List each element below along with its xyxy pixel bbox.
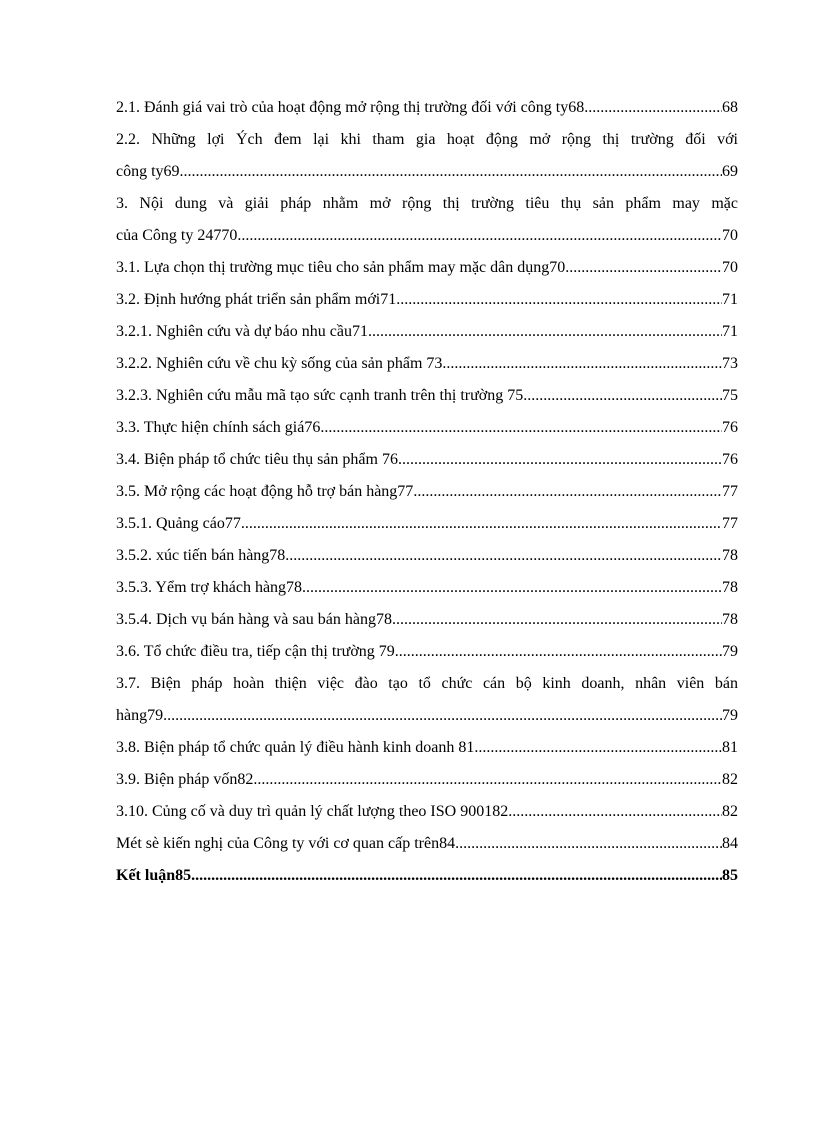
toc-entry-title: 3.9. Biện pháp vốn82 [116, 771, 254, 788]
toc-page-number: 77 [722, 483, 738, 500]
toc-entry [116, 540, 738, 572]
toc-page-number: 85 [722, 867, 738, 884]
dot-leader [285, 540, 722, 572]
toc-entry-continuation [116, 220, 738, 252]
toc-entry-title: 3.5.1. Quảng cáo77 [116, 515, 241, 532]
toc-page-number: 78 [722, 611, 738, 628]
toc-entry-title: 3.2.1. Nghiên cứu và dự báo nhu cầu71 [116, 323, 368, 340]
table-of-contents [116, 92, 738, 892]
dot-leader [508, 796, 722, 828]
toc-page-number: 70 [722, 227, 738, 244]
toc-entry [116, 476, 738, 508]
toc-entry [116, 316, 738, 348]
toc-entry-title: 3.5. Mở rộng các hoạt động hỗ trợ bán hàng77 [116, 483, 414, 500]
toc-page-number: 75 [722, 387, 738, 404]
toc-entry-title: 3.7. Biện pháp hoàn thiện việc đào tạo tổ chức cán bộ kinh doanh, nhân viên bán [116, 675, 738, 692]
dot-leader [584, 92, 722, 124]
toc-entry [116, 828, 738, 860]
dot-leader [523, 380, 722, 412]
dot-leader [368, 316, 722, 348]
toc-entry [116, 188, 738, 220]
toc-entry [116, 412, 738, 444]
dot-leader [237, 220, 722, 252]
toc-entry [116, 860, 738, 892]
dot-leader [191, 860, 722, 892]
toc-page-number: 79 [722, 643, 738, 660]
dot-leader [163, 700, 722, 732]
toc-page-number: 79 [722, 707, 738, 724]
toc-entry-title: 2.2. Những lợi Ých đem lại khi tham gia hoạt động mở rộng thị trường đối với [116, 131, 738, 148]
toc-entry [116, 604, 738, 636]
toc-entry [116, 796, 738, 828]
toc-page-number: 76 [722, 451, 738, 468]
dot-leader [302, 572, 722, 604]
toc-entry-title: 3.8. Biện pháp tổ chức quản lý điều hành kinh doanh 81 [116, 739, 475, 756]
toc-entry [116, 284, 738, 316]
toc-page-number: 82 [722, 771, 738, 788]
toc-page-number: 70 [722, 259, 738, 276]
toc-entry-title: 3.3. Thực hiện chính sách giá76 [116, 419, 321, 436]
toc-entry-continuation [116, 156, 738, 188]
toc-entry-title: 2.1. Đánh giá vai trò của hoạt động mở rộng thị trường đối với công ty68 [116, 99, 585, 116]
toc-entry [116, 668, 738, 700]
toc-page-number: 69 [722, 163, 738, 180]
dot-leader [180, 156, 722, 188]
dot-leader [320, 412, 722, 444]
toc-entry-title: 3.1. Lựa chọn thị trường mục tiêu cho sản phẩm may mặc dân dụng70 [116, 259, 566, 276]
toc-entry-title: Mét sè kiến nghị của Công ty với cơ quan cấp trên84 [116, 835, 456, 852]
dot-leader [395, 636, 722, 668]
toc-entry [116, 636, 738, 668]
toc-entry [116, 348, 738, 380]
toc-page-number: 76 [722, 419, 738, 436]
dot-leader [398, 444, 722, 476]
dot-leader [241, 508, 722, 540]
toc-entry-title: 3.5.2. xúc tiến bán hàng78 [116, 547, 286, 564]
toc-entry [116, 252, 738, 284]
toc-entry-title: 3.5.4. Dịch vụ bán hàng và sau bán hàng78 [116, 611, 392, 628]
toc-page-number: 73 [722, 355, 738, 372]
toc-entry-continuation [116, 700, 738, 732]
toc-entry [116, 764, 738, 796]
toc-entry-title-cont: hàng79 [116, 707, 164, 724]
toc-page-number: 71 [722, 323, 738, 340]
toc-entry [116, 92, 738, 124]
dot-leader [474, 732, 722, 764]
dot-leader [565, 252, 722, 284]
toc-entry-title: 3. Nội dung và giải pháp nhằm mở rộng thị trường tiêu thụ sản phẩm may mặc [116, 195, 738, 212]
toc-entry [116, 444, 738, 476]
toc-entry-title: 3.2. Định hướng phát triển sản phẩm mới71 [116, 291, 397, 308]
toc-entry [116, 124, 738, 156]
dot-leader [396, 284, 722, 316]
toc-entry [116, 508, 738, 540]
toc-entry [116, 380, 738, 412]
toc-entry-title: 3.6. Tổ chức điều tra, tiếp cận thị trường 79 [116, 643, 395, 660]
dot-leader [253, 764, 722, 796]
dot-leader [413, 476, 722, 508]
toc-entry-title: 3.2.3. Nghiên cứu mẫu mã tạo sức cạnh tranh trên thị trường 75 [116, 387, 524, 404]
toc-page-number: 68 [722, 99, 738, 116]
toc-entry-title: Kết luận85 [116, 867, 192, 884]
toc-entry-title-cont: công ty69 [116, 163, 180, 180]
dot-leader [392, 604, 722, 636]
toc-entry-title: 3.2.2. Nghiên cứu về chu kỳ sống của sản phẩm 73 [116, 355, 443, 372]
toc-page-number: 82 [722, 803, 738, 820]
toc-entry-title: 3.4. Biện pháp tổ chức tiêu thụ sản phẩm 76 [116, 451, 398, 468]
toc-entry-title: 3.10. Củng cố và duy trì quản lý chất lượng theo ISO 900182 [116, 803, 509, 820]
dot-leader [442, 348, 722, 380]
toc-page-number: 81 [722, 739, 738, 756]
toc-entry [116, 732, 738, 764]
toc-page-number: 71 [722, 291, 738, 308]
toc-page-number: 84 [722, 835, 738, 852]
toc-entry-title-cont: của Công ty 24770 [116, 227, 238, 244]
toc-page-number: 78 [722, 579, 738, 596]
toc-page-number: 78 [722, 547, 738, 564]
toc-entry-title: 3.5.3. Yểm trợ khách hàng78 [116, 579, 303, 596]
dot-leader [455, 828, 722, 860]
toc-page-number: 77 [722, 515, 738, 532]
toc-entry [116, 572, 738, 604]
